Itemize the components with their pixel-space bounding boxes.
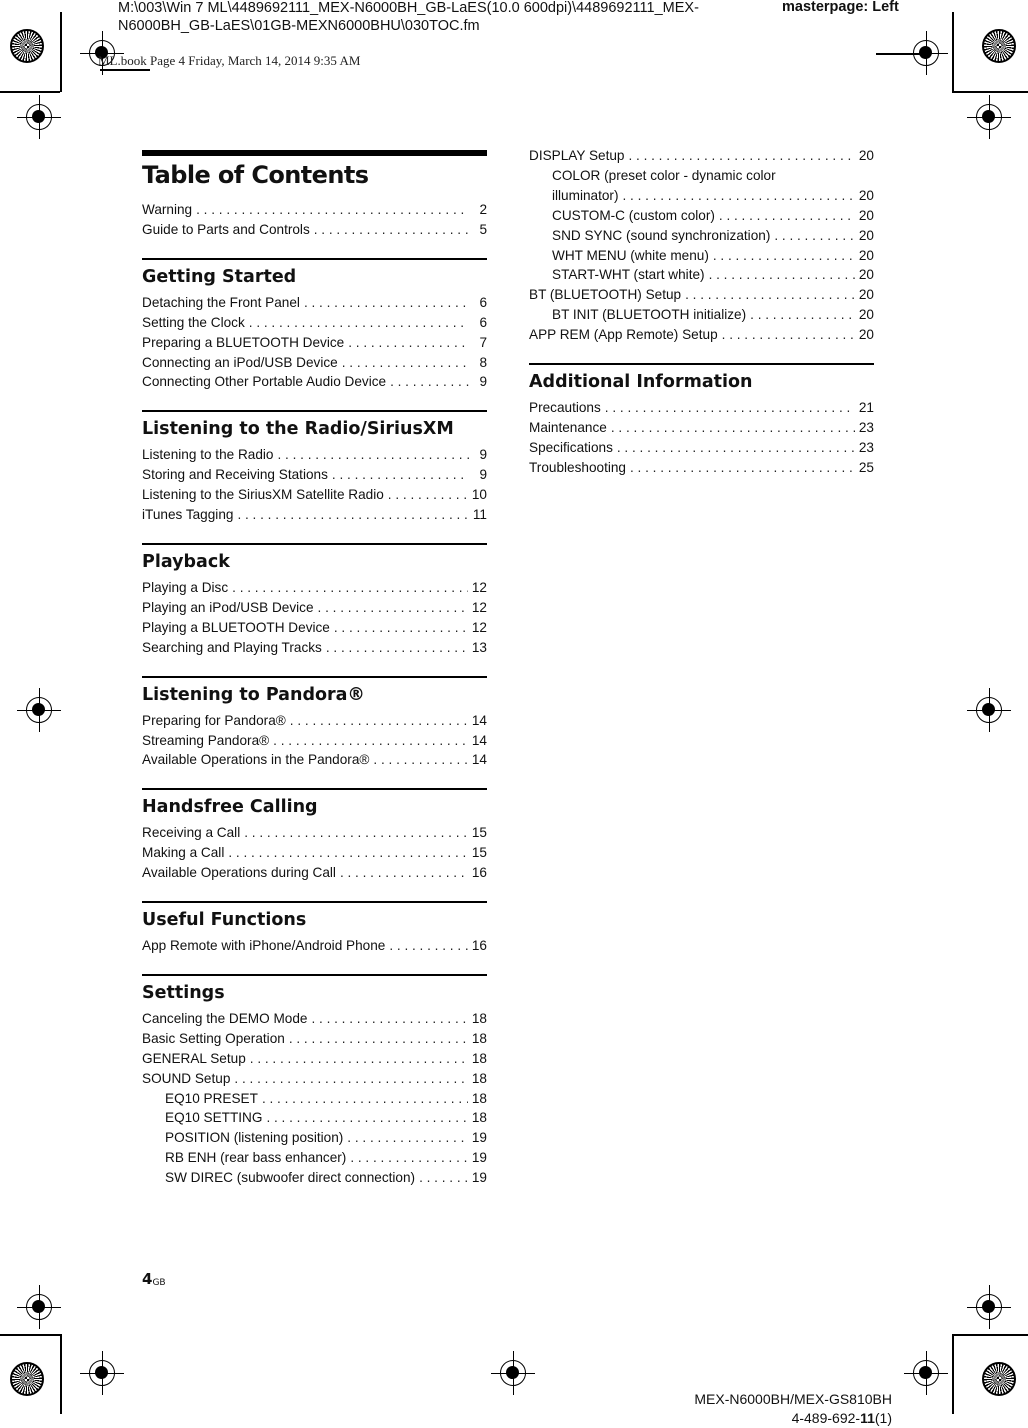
toc-section <box>142 258 487 393</box>
toc-entry-page: 23 <box>858 439 874 455</box>
toc-entry[interactable] <box>142 638 487 658</box>
toc-subentry[interactable] <box>142 1108 487 1128</box>
masterpage-label: masterpage: Left <box>782 0 899 15</box>
toc-entry[interactable] <box>142 333 487 353</box>
toc-entry-page: 18 <box>471 1030 487 1046</box>
crosshair-mark-icon <box>26 697 52 723</box>
toc-entry[interactable] <box>142 1029 487 1049</box>
registration-star-icon <box>10 1362 44 1396</box>
toc-entry-page: 9 <box>479 447 487 463</box>
toc-entry[interactable] <box>142 863 487 883</box>
toc-subentry[interactable] <box>529 265 874 285</box>
toc-entry-title: Troubleshooting <box>529 459 626 475</box>
toc-entry[interactable] <box>142 618 487 638</box>
toc-entry-title: Basic Setting Operation <box>142 1030 285 1046</box>
dot-leader <box>278 445 470 465</box>
crop-line <box>60 1334 62 1414</box>
toc-entry-title: CUSTOM-C (custom color) <box>552 207 715 223</box>
toc-entry-title: START-WHT (start white) <box>552 267 705 283</box>
dot-leader <box>713 246 855 266</box>
toc-entry-title: Listening to the SiriusXM Satellite Radio <box>142 487 384 503</box>
toc-entry-page: 7 <box>479 334 487 350</box>
crop-line <box>952 1334 1028 1336</box>
toc-entry-title: RB ENH (rear bass enhancer) <box>165 1150 347 1166</box>
toc-entry-title: EQ10 PRESET <box>165 1090 258 1106</box>
crosshair-mark-icon <box>976 697 1002 723</box>
toc-section <box>142 410 487 525</box>
toc-entry-page: 20 <box>858 307 874 323</box>
section-heading[interactable]: Playback <box>142 551 230 572</box>
registration-star-icon <box>982 29 1016 63</box>
dot-leader <box>709 265 855 285</box>
dot-leader <box>273 731 468 751</box>
dot-leader <box>388 485 468 505</box>
dot-leader <box>628 146 854 166</box>
toc-entry-title: Listening to the Radio <box>142 447 274 463</box>
book-info: ML.book Page 4 Friday, March 14, 2014 9:35 AM <box>98 53 361 68</box>
dot-leader <box>318 598 468 618</box>
toc-entry-page: 20 <box>858 327 874 343</box>
toc-entry-page: 18 <box>471 1070 487 1086</box>
toc-entry-title: Guide to Parts and Controls <box>142 221 310 237</box>
page-number: $4^{GB}$ <box>142 1270 166 1288</box>
toc-entry[interactable] <box>142 1009 487 1029</box>
toc-subentry[interactable] <box>142 1168 487 1188</box>
toc-entry[interactable] <box>142 293 487 313</box>
toc-entry-title: Playing an iPod/USB Device <box>142 599 314 615</box>
toc-entry-title: Preparing a BLUETOOTH Device <box>142 334 345 350</box>
toc-section <box>142 543 487 658</box>
toc-entry[interactable] <box>142 505 487 525</box>
toc-entry-page: 15 <box>471 825 487 841</box>
toc-entry-title: Receiving a Call <box>142 825 241 841</box>
dot-leader <box>332 465 469 485</box>
toc-entry-page: 12 <box>471 619 487 635</box>
toc-entry[interactable] <box>142 372 487 392</box>
toc-section <box>142 974 487 1188</box>
section-heading[interactable]: Settings <box>142 982 225 1003</box>
toc-entry-title: Storing and Receiving Stations <box>142 467 328 483</box>
crosshair-mark-icon <box>89 1360 115 1386</box>
toc-entry-page: 9 <box>479 374 487 390</box>
toc-entry-title: EQ10 SETTING <box>165 1110 263 1126</box>
section-heading[interactable]: Listening to the Radio/SiriusXM <box>142 419 454 440</box>
toc-entry-title: Canceling the DEMO Mode <box>142 1010 308 1026</box>
toc-entry-page: 20 <box>858 267 874 283</box>
toc-entry-page: 9 <box>479 467 487 483</box>
toc-entry-title: iTunes Tagging <box>142 507 234 523</box>
toc-subentry[interactable] <box>529 226 874 246</box>
dot-leader <box>373 750 467 770</box>
toc-entry[interactable] <box>529 146 874 166</box>
dot-leader <box>237 505 468 525</box>
toc-entry-title: Detaching the Front Panel <box>142 294 300 310</box>
toc-right-entries <box>529 146 874 345</box>
toc-entry[interactable] <box>142 1049 487 1069</box>
crop-line <box>952 12 954 92</box>
toc-entry-page: 20 <box>858 227 874 243</box>
toc-entry-title: illuminator) <box>552 187 619 203</box>
dot-leader <box>304 293 469 313</box>
toc-entry[interactable] <box>142 220 487 240</box>
dot-leader <box>347 1128 468 1148</box>
toc-section <box>529 363 874 478</box>
crop-line <box>876 53 926 55</box>
dot-leader <box>232 578 468 598</box>
toc-entry[interactable] <box>529 418 874 438</box>
crosshair-mark-icon <box>976 1294 1002 1320</box>
toc-entry-page: 6 <box>479 294 487 310</box>
toc-entry[interactable] <box>142 750 487 770</box>
toc-entry-page: 19 <box>471 1170 487 1186</box>
toc-entry-page: 20 <box>858 148 874 163</box>
crop-line <box>100 69 150 71</box>
crop-line <box>0 1334 60 1336</box>
crosshair-mark-icon <box>26 104 52 130</box>
toc-entry-title: BT INIT (BLUETOOTH initialize) <box>552 307 747 323</box>
dot-leader <box>617 438 855 458</box>
toc-entry-page: 14 <box>471 732 487 748</box>
model-number: MEX-N6000BH/MEX-GS810BH <box>694 1391 892 1407</box>
toc-entry[interactable] <box>142 823 487 843</box>
toc-entry-page: 14 <box>471 752 487 768</box>
dot-leader <box>605 398 855 418</box>
toc-entry-title: SW DIREC (subwoofer direct connection) <box>165 1170 416 1186</box>
toc-subentry[interactable] <box>529 206 874 226</box>
toc-entry-page: 11 <box>472 507 487 523</box>
toc-entry[interactable] <box>142 711 487 731</box>
toc-entry-title: Warning <box>142 202 193 217</box>
section-heading[interactable]: Handsfree Calling <box>142 797 318 818</box>
toc-entry-page: 6 <box>479 314 487 330</box>
toc-entry-page: 14 <box>471 712 487 728</box>
dot-leader <box>340 863 468 883</box>
dot-leader <box>685 285 855 305</box>
dot-leader <box>234 1069 467 1089</box>
toc-entry-title: BT (BLUETOOTH) Setup <box>529 287 682 303</box>
toc-entry-page: 19 <box>471 1150 487 1166</box>
toc-entry[interactable] <box>142 731 487 751</box>
toc-entry-page: 16 <box>471 865 487 881</box>
dot-leader <box>419 1168 468 1188</box>
crop-line <box>952 1334 954 1414</box>
crosshair-mark-icon <box>913 1360 939 1386</box>
toc-entry-title: Precautions <box>529 400 601 416</box>
toc-subentry[interactable] <box>142 1089 487 1109</box>
dot-leader <box>290 711 468 731</box>
toc-entry-page: 18 <box>471 1090 487 1106</box>
toc-entry-page: 5 <box>479 221 487 237</box>
dot-leader <box>342 353 469 373</box>
crosshair-mark-icon <box>976 104 1002 130</box>
toc-entry-title: Connecting an iPod/USB Device <box>142 354 338 370</box>
toc-entry-title: SOUND Setup <box>142 1070 231 1086</box>
toc-entry[interactable] <box>142 578 487 598</box>
toc-entry[interactable] <box>529 325 874 345</box>
model-info <box>694 1390 892 1428</box>
toc-entry-title: POSITION (listening position) <box>165 1130 344 1146</box>
dot-leader <box>289 1029 468 1049</box>
toc-entry-page: 12 <box>471 579 487 595</box>
toc-entry-page: 13 <box>471 639 487 655</box>
toc-entry-title: Playing a Disc <box>142 579 229 595</box>
toc-entry-title: Setting the Clock <box>142 314 245 330</box>
toc-entry-title: APP REM (App Remote) Setup <box>529 327 718 343</box>
toc-sections-left <box>142 258 487 1188</box>
toc-entry-page: 10 <box>471 487 487 503</box>
crop-line <box>0 91 60 93</box>
crop-line <box>952 91 1028 93</box>
dot-leader <box>334 618 468 638</box>
toc-entry-page: 2 <box>479 202 487 217</box>
crosshair-mark-icon <box>500 1360 526 1386</box>
toc-entry-title: Streaming Pandora® <box>142 732 270 748</box>
part-code: 4-489-692-11(1) <box>791 1410 892 1426</box>
toc-entry[interactable] <box>529 438 874 458</box>
toc-subentry[interactable] <box>529 305 874 325</box>
toc-entry-title: Available Operations in the Pandora® <box>142 752 370 768</box>
toc-section <box>142 788 487 883</box>
dot-leader <box>350 1148 468 1168</box>
toc-entry-page: 18 <box>471 1050 487 1066</box>
dot-leader <box>611 418 855 438</box>
dot-leader <box>196 200 469 220</box>
toc-entry[interactable] <box>529 285 874 305</box>
dot-leader <box>249 313 469 333</box>
file-path-line1: M:\003\Win 7 ML\4489692111_MEX-N6000BH_GB-LaES(10.0 600dpi)\4489692111_MEX- <box>118 0 699 16</box>
dot-leader <box>389 936 468 956</box>
toc-entry[interactable] <box>142 313 487 333</box>
toc-entry-title: GENERAL Setup <box>142 1050 246 1066</box>
section-heading[interactable]: Additional Information <box>529 372 753 393</box>
toc-sections-right <box>529 363 874 478</box>
toc-entry-title: Specifications <box>529 439 613 455</box>
toc-entry[interactable] <box>142 1069 487 1089</box>
toc-entry[interactable] <box>142 200 487 220</box>
dot-leader <box>774 226 855 246</box>
dot-leader <box>311 1009 467 1029</box>
toc-entry[interactable] <box>142 485 487 505</box>
toc-entry-title: Available Operations during Call <box>142 865 336 881</box>
toc-entry-page: 25 <box>858 459 874 475</box>
toc-entry[interactable] <box>142 598 487 618</box>
toc-entry-title: Preparing for Pandora® <box>142 712 286 728</box>
toc-section <box>142 901 487 956</box>
dot-leader <box>314 220 469 240</box>
file-path <box>118 0 718 35</box>
toc-subentry[interactable] <box>142 1128 487 1148</box>
toc-entry-page: 18 <box>471 1010 487 1026</box>
toc-entry-title: Connecting Other Portable Audio Device <box>142 374 387 390</box>
toc-entry-page: 21 <box>858 400 874 416</box>
toc-entry[interactable] <box>142 843 487 863</box>
toc-entry-page: 18 <box>471 1110 487 1126</box>
toc-entry[interactable] <box>529 458 874 478</box>
crop-line <box>60 12 62 92</box>
toc-subentry[interactable] <box>142 1148 487 1168</box>
toc-entry-wrap: COLOR (preset color - dynamic color <box>552 167 776 183</box>
file-path-line2: N6000BH_GB-LaES\01GB-MEXN6000BHU\030TOC.fm <box>118 18 480 34</box>
registration-star-icon <box>10 29 44 63</box>
dot-leader <box>250 1049 468 1069</box>
toc-entry-page: 8 <box>479 354 487 370</box>
toc-entry[interactable] <box>142 936 487 956</box>
registration-star-icon <box>982 1362 1016 1396</box>
section-heading[interactable]: Useful Functions <box>142 910 307 931</box>
toc-entry-title: App Remote with iPhone/Android Phone <box>142 938 386 954</box>
toc-intro <box>142 200 487 240</box>
dot-leader <box>262 1089 468 1109</box>
toc-subentry[interactable] <box>529 246 874 266</box>
toc-entry-title: Maintenance <box>529 419 607 435</box>
toc-right-column <box>529 146 874 478</box>
toc-entry-title: DISPLAY Setup <box>529 148 625 163</box>
toc-entry[interactable] <box>142 353 487 373</box>
toc-entry-page: 12 <box>471 599 487 615</box>
toc-subentry[interactable] <box>529 186 874 206</box>
toc-entry-page: 15 <box>471 845 487 861</box>
dot-leader <box>244 823 468 843</box>
toc-entry-page: 19 <box>471 1130 487 1146</box>
dot-leader <box>630 458 855 478</box>
toc-entry-title: Playing a BLUETOOTH Device <box>142 619 330 635</box>
toc-entry-title: SND SYNC (sound synchronization) <box>552 227 771 243</box>
toc-entry-page: 20 <box>858 187 874 203</box>
dot-leader <box>348 333 469 353</box>
toc-left-column <box>142 150 487 1188</box>
dot-leader <box>719 206 855 226</box>
toc-entry-title: Searching and Playing Tracks <box>142 639 322 655</box>
dot-leader <box>326 638 468 658</box>
dot-leader <box>722 325 855 345</box>
toc-entry[interactable] <box>142 445 487 465</box>
dot-leader <box>390 372 469 392</box>
toc-entry-page: 23 <box>858 419 874 435</box>
crosshair-mark-icon <box>26 1294 52 1320</box>
dot-leader <box>266 1108 467 1128</box>
toc-entry-page: 20 <box>858 247 874 263</box>
dot-leader <box>228 843 468 863</box>
page-suffix: GB <box>152 1278 166 1288</box>
page-title: Table of Contents <box>142 150 487 189</box>
toc-entry[interactable] <box>529 398 874 418</box>
toc-entry-title: WHT MENU (white menu) <box>552 247 709 263</box>
section-heading[interactable]: Listening to Pandora® <box>142 684 365 705</box>
toc-entry-title: Making a Call <box>142 845 225 861</box>
toc-entry-page: 20 <box>858 287 874 303</box>
section-heading[interactable]: Getting Started <box>142 266 297 287</box>
toc-entry-page: 20 <box>858 207 874 223</box>
dot-leader <box>750 305 855 325</box>
toc-section <box>142 676 487 771</box>
dot-leader <box>622 186 854 206</box>
toc-entry[interactable] <box>142 465 487 485</box>
toc-entry-page: 16 <box>471 938 487 954</box>
